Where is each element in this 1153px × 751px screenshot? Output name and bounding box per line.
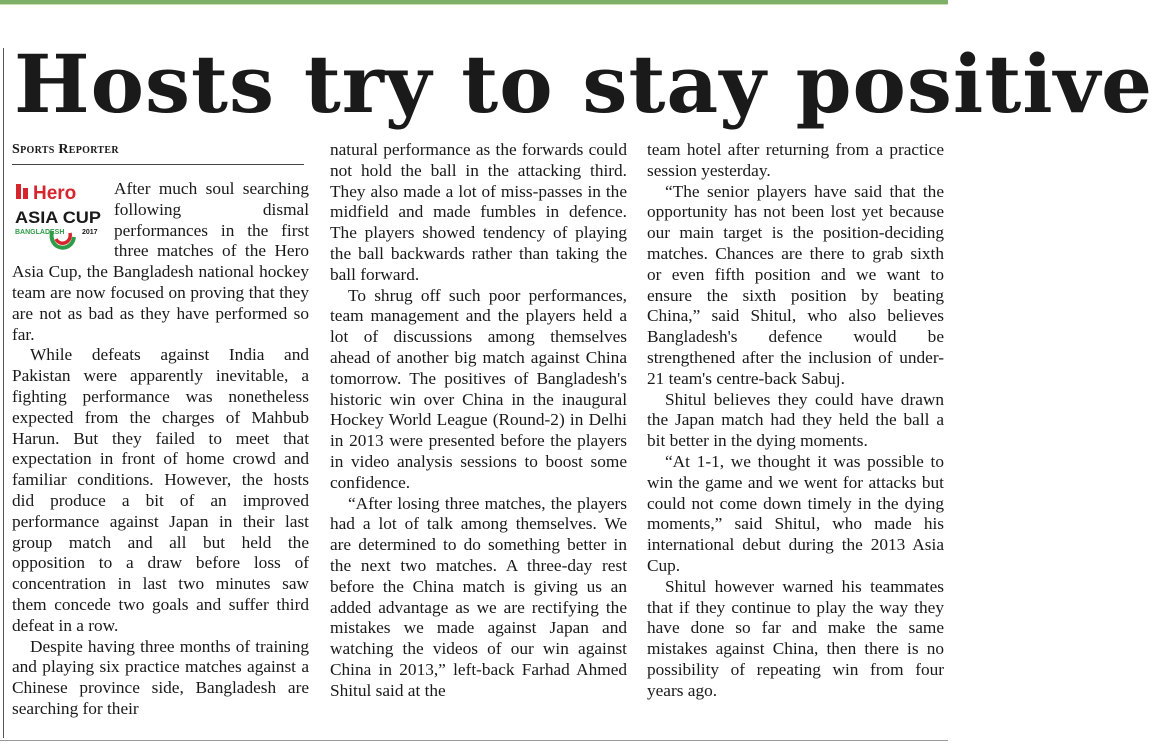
paragraph: “After losing three matches, the players had a lot of talk among themselves. We are determined to do something better in the next two matches. A three-day rest before the China match is giving us an added advantage as we are rectifying the mistakes we made against Japan and watching the videos of our win against China in 2013,” left-back Farhad Ahmed Shitul said at the	[330, 493, 627, 700]
paragraph: “At 1-1, we thought it was possible to win the game and we went for attacks but could not come down timely in the dying moments,” said Shitul, who made his international debut during the 2013 Asia Cup.	[647, 451, 944, 575]
byline: Sports Reporter	[12, 142, 119, 157]
logo-brand: Hero	[33, 183, 77, 204]
hero-asia-cup-logo	[12, 181, 106, 255]
paragraph: “The senior players have said that the opportunity has not been lost yet because our main target is the position-deciding matches. Chances are there to grab sixth or even fifth position and we want to ensure the sixth position by beating China,” said Shitul, who also believes Bangladesh's defence would be strengthened after the inclusion of under-21 team's centre-back Sabuj.	[647, 181, 944, 388]
column-1	[12, 140, 309, 720]
byline-rule	[12, 164, 304, 165]
column-2	[330, 140, 627, 702]
headline: Hosts try to stay positive	[14, 37, 1153, 131]
paragraph: Shitul however warned his teammates that if they continue to play the way they have done so far and make the same mistakes against China, then there is no possibility of repeating win from four years ago.	[647, 576, 944, 700]
top-accent-line	[0, 4, 948, 5]
logo-mark-left	[16, 184, 21, 199]
column-3	[647, 140, 944, 702]
logo-year: 2017	[82, 229, 98, 236]
logo-mark-right	[23, 188, 28, 199]
left-column-rule	[3, 48, 4, 738]
paragraph: While defeats against India and Pakistan were apparently inevitable, a fighting performance was nonetheless expected from the charges of Mahbub Harun. But they failed to meet that expectation in front of home crowd and familiar conditions. However, the hosts did produce a bit of an improved performance against Japan in their last group match and all but held the opposition to a draw before loss of concentration in last two minutes saw them concede two goals and suffer third defeat in a row.	[12, 345, 309, 635]
logo-place: BANGLADESH	[15, 229, 65, 236]
logo-event: ASIA CUP	[15, 208, 101, 227]
paragraph: To shrug off such poor performances, team management and the players held a lot of discussions among themselves ahead of another big match against China tomorrow. The positives of Bangladesh's historic win over China in the inaugural Hockey World League (Round-2) in Delhi in 2013 were presented before the players in video analysis sessions to boost some confidence.	[330, 285, 627, 492]
paragraph: team hotel after returning from a practice session yesterday.	[647, 140, 944, 180]
paragraph: Shitul believes they could have drawn the Japan match had they held the ball a bit better in the dying moments.	[647, 389, 944, 451]
bottom-rule	[0, 740, 948, 741]
paragraph: natural performance as the forwards could not hold the ball in the attacking third. They also made a lot of miss-passes in the midfield and made fumbles in defence. The players showed tendency of playing the ball backwards rather than taking the ball forward.	[330, 140, 627, 284]
paragraph: Despite having three months of training and playing six practice matches against a Chinese province side, Bangladesh are searching for their	[12, 636, 309, 718]
paragraph: After much soul searching following dismal performances in the first three matches of the Hero Asia Cup, the Bangladesh national hockey team are now focused on proving that they are not as bad as they have performed so far.	[12, 179, 309, 344]
